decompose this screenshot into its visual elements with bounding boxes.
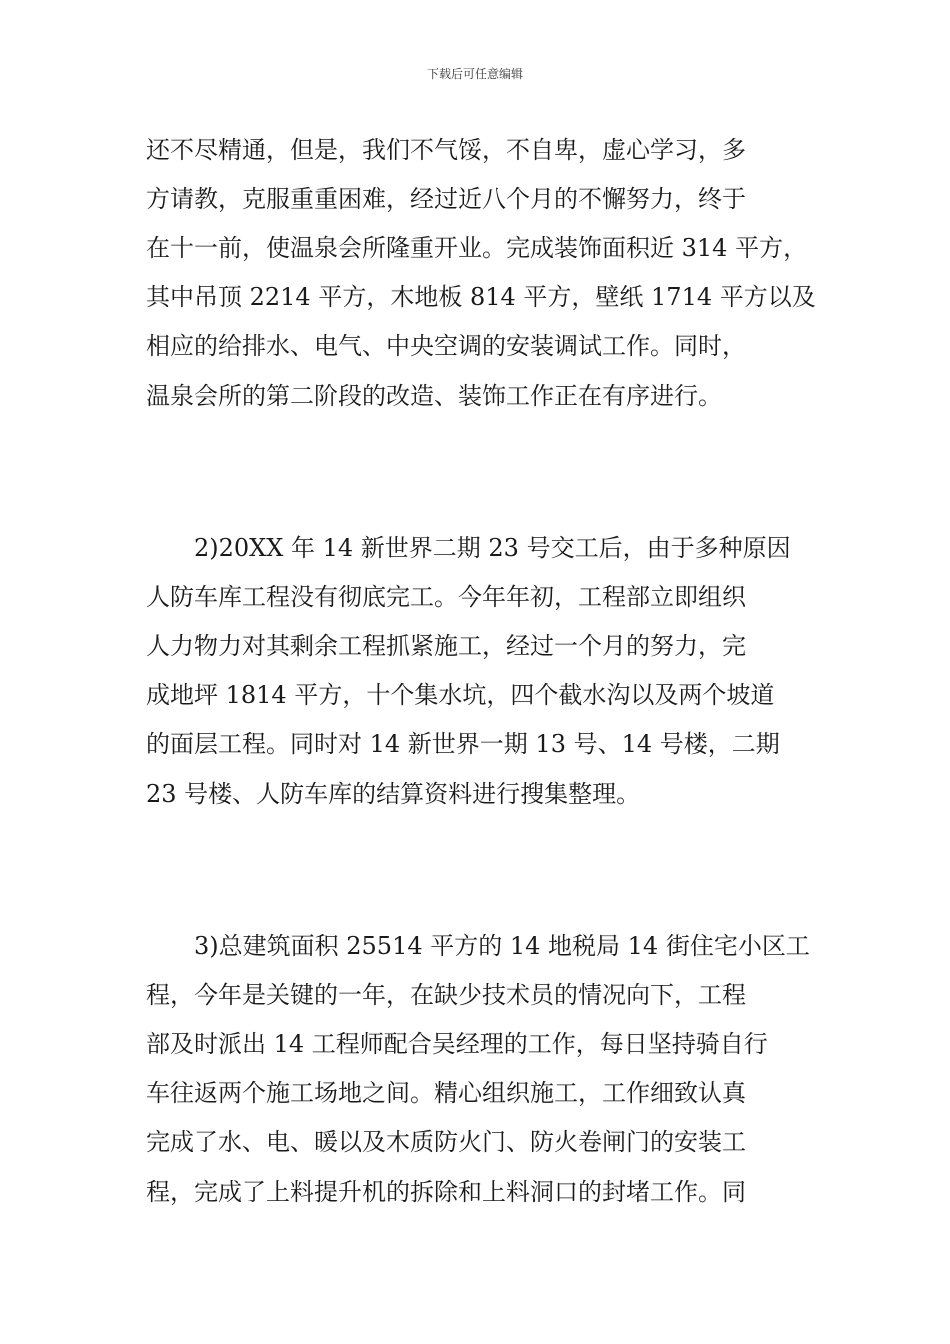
text-line: 程，完成了上料提升机的拆除和上料洞口的封堵工作。同 [146,1178,746,1206]
text-line: 相应的给排水、电气、中央空调的安装调试工作。同时， [146,332,746,360]
text-line: 温泉会所的第二阶段的改造、装饰工作正在有序进行。 [146,382,722,410]
text-line: 人力物力对其剩余工程抓紧施工，经过一个月的努力，完 [146,632,746,660]
text-line: 2)20XX 年 14 新世界二期 23 号交工后，由于多种原因 [194,534,791,562]
text-line: 车往返两个施工场地之间。精心组织施工，工作细致认真 [146,1079,746,1107]
page-header: 下载后可任意编辑 [426,67,523,81]
text-line: 完成了水、电、暖以及木质防火门、防火卷闸门的安装工 [146,1128,746,1156]
text-line: 在十一前，使温泉会所隆重开业。完成装饰面积近 314 平方， [146,234,808,262]
text-line: 部及时派出 14 工程师配合吴经理的工作，每日坚持骑自行 [146,1030,768,1058]
text-line: 方请教，克服重重困难，经过近八个月的不懈努力，终于 [146,185,746,213]
text-line: 人防车库工程没有彻底完工。今年年初，工程部立即组织 [146,583,746,611]
text-line: 的面层工程。同时对 14 新世界一期 13 号、14 号楼，二期 [146,730,780,758]
text-line: 成地坪 1814 平方，十个集水坑，四个截水沟以及两个坡道 [146,681,775,709]
text-line: 还不尽精通，但是，我们不气馁，不自卑，虚心学习，多 [146,136,746,164]
text-line: 程，今年是关键的一年，在缺少技术员的情况向下，工程 [146,981,746,1009]
text-line: 23 号楼、人防车库的结算资料进行搜集整理。 [146,780,641,808]
text-line: 其中吊顶 2214 平方，木地板 814 平方，壁纸 1714 平方以及 [146,283,816,311]
text-line: 3)总建筑面积 25514 平方的 14 地税局 14 街住宅小区工 [194,932,810,960]
